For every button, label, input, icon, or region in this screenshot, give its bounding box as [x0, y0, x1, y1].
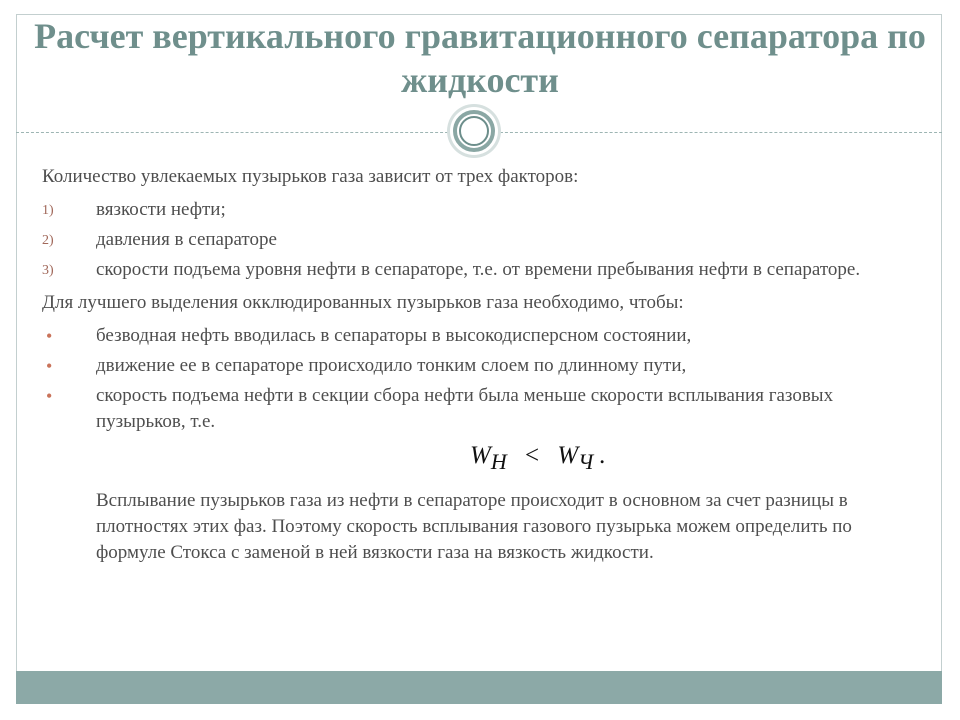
- list-item: [42, 227, 922, 253]
- formula-left-subscript: Н: [490, 449, 507, 474]
- condition-list: [42, 323, 922, 435]
- list-number: 2): [42, 233, 54, 248]
- factor-list: [42, 197, 922, 283]
- list-item-text: скорости подъема уровня нефти в сепараторе, т.е. от времени пребывания нефти в сепараторе.: [96, 259, 861, 280]
- list-item-text: давления в сепараторе: [96, 229, 277, 250]
- list-item: [42, 383, 922, 435]
- ring-inner-icon: [459, 116, 489, 146]
- bullet-icon: •: [46, 356, 53, 376]
- condition-intro-text: Для лучшего выделения окклюдированных пузырьков газа необходимо, чтобы:: [42, 292, 684, 313]
- list-item: [42, 197, 922, 223]
- list-number: 3): [42, 263, 54, 278]
- list-number: 1): [42, 203, 54, 218]
- formula-right-subscript: Ч: [578, 449, 594, 474]
- formula-right-symbol: W: [557, 442, 579, 469]
- list-item: [42, 353, 922, 379]
- list-item: [42, 323, 922, 349]
- slide-body: [42, 164, 922, 442]
- footer-bar: [16, 671, 942, 704]
- bullet-icon: •: [46, 326, 53, 346]
- slide-title: Расчет вертикального гравитационного сепаратора по жидкости: [34, 16, 926, 100]
- list-item-text: скорость подъема нефти в секции сбора нефти была меньше скорости всплывания газовых пузырьков, т.е.: [96, 385, 834, 432]
- velocity-formula: [470, 442, 606, 474]
- formula-left-symbol: W: [470, 442, 491, 469]
- intro-text: Количество увлекаемых пузырьков газа зависит от трех факторов:: [42, 166, 579, 187]
- stokes-note: Всплывание пузырьков газа из нефти в сепараторе происходит в основном за счет разницы в плотностях этих фаз. Поэтому скорость всплывания газового пузырька можем определить по формуле Стокса с заменой в ней вязкости газа на вязкость жидкости.: [96, 490, 852, 563]
- bullet-icon: •: [46, 386, 53, 406]
- list-item-text: движение ее в сепараторе происходило тонким слоем по длинному пути,: [96, 355, 687, 376]
- formula-operator: <: [524, 442, 540, 469]
- list-item-text: вязкости нефти;: [96, 199, 226, 220]
- formula-end: .: [599, 442, 606, 469]
- list-item-text: безводная нефть вводилась в сепараторы в высокодисперсном состоянии,: [96, 325, 692, 346]
- list-item: [42, 257, 922, 283]
